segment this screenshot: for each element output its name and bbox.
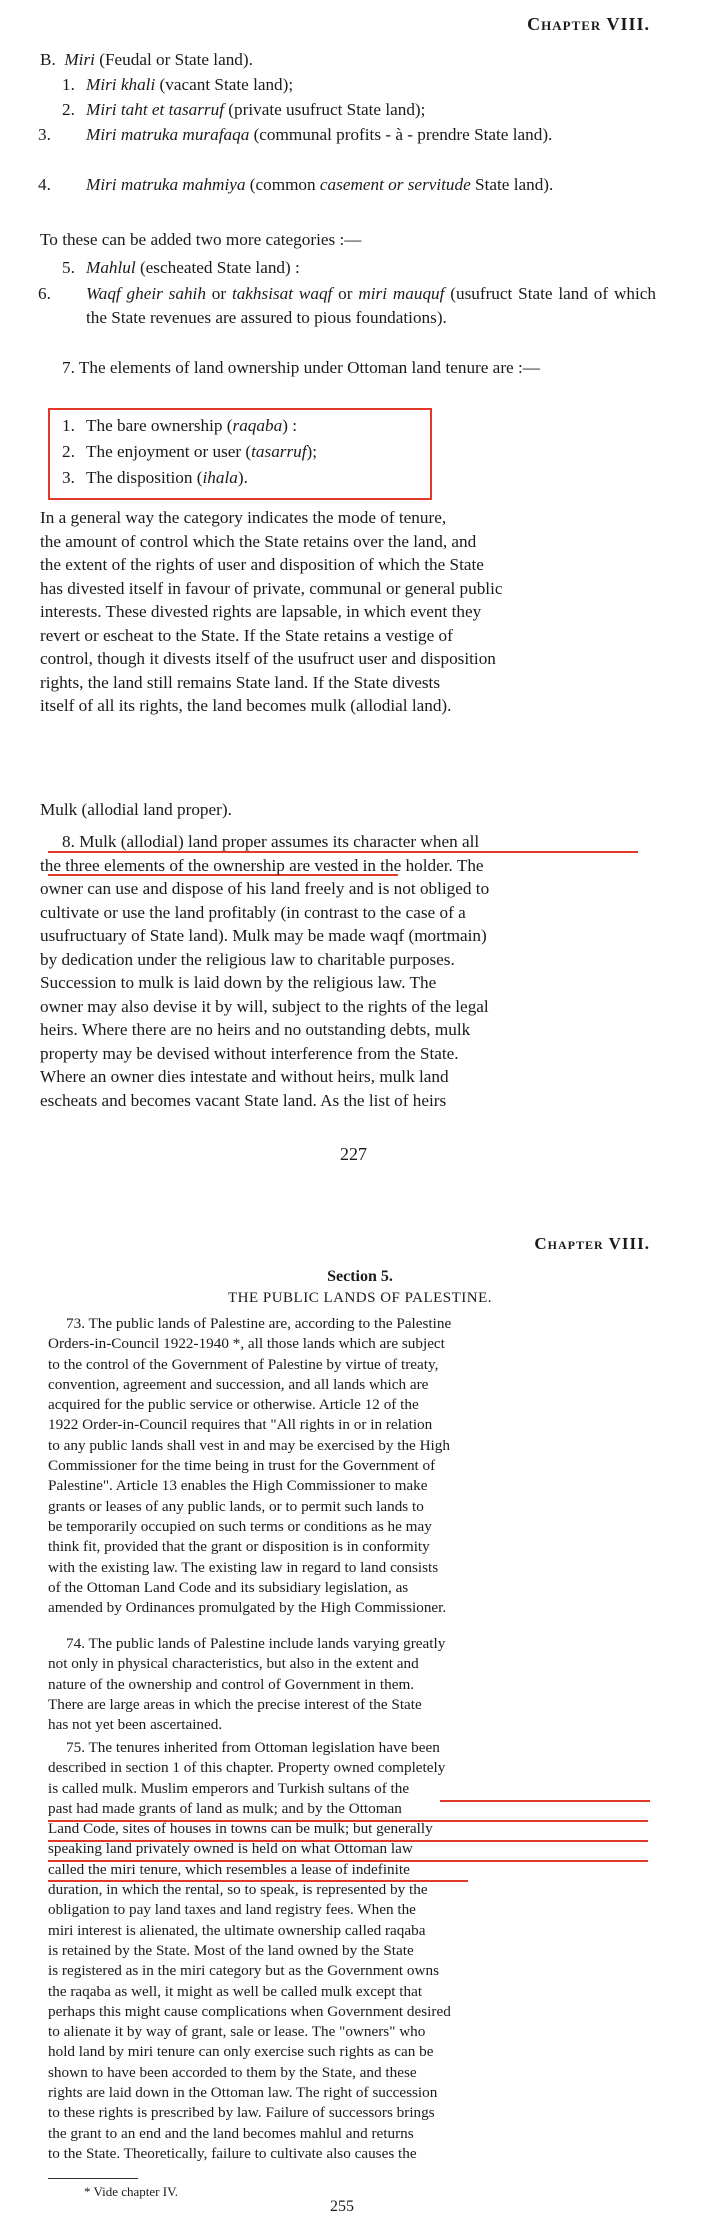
extra-item-5: 5. Mahlul (escheated State land) : <box>62 258 300 277</box>
extra-item-6: 6. Waqf gheir sahih or takhsisat waqf or miri mauquf (usufruct State land of which the State revenues are assured to pious foundations). <box>38 284 656 327</box>
ownership-item-2: 2. The enjoyment or user (tasarruf); <box>62 442 318 461</box>
added-categories-text: To these can be added two more categories :— <box>40 230 362 249</box>
paragraph-75: 75. The tenures inherited from Ottoman legislation have been described in section 1 of this chapter. Property owned completely is called mulk. Muslim emperors and Turkish sultans of the past had made grants of land as mulk; and by the Ottoman Land Code, sites of houses in towns can be mulk; but generally speaking land privately owned is held on what Ottoman law called the miri tenure, which resembles a lease of indefinite duration, in which the rental, so to speak, is represented by the obligation to pay land taxes and land registry fees. When the miri interest is alienated, the ultimate ownership called raqaba is retained by the State. Most of the land owned by the State is registered as in the miri category but as the Government owns the raqaba as well, it might as well be called mulk except that perhaps this might cause complications when Government desired to alienate it by way of grant, sale or lease. The "owners" who hold land by miri tenure can only exercise such rights as can be shown to have been accorded to them by the State, and these rights are laid down in the Ottoman law. The right of succession to these rights is prescribed by law. Failure of successors brings the grant to an end and the land becomes mahlul and returns to the State. Theoretically, failure to cultivate also causes the <box>48 1739 451 2162</box>
section-b-heading: B. Miri (Feudal or State land). <box>40 50 253 69</box>
mulk-heading: Mulk (allodial land proper). <box>40 800 232 819</box>
footnote: * Vide chapter IV. <box>84 2184 179 2199</box>
paragraph-73: 73. The public lands of Palestine are, according to the Palestine Orders-in-Council 1922-1940 *, all those lands which are subject to the control of the Government of Palestine by virtue of treaty, convention, agreement and succession, and all lands which are acquired for the public service or otherwise. Article 12 of the 1922 Order-in-Council requires that "All rights in or in relation to any public lands shall vest in and may be exercised by the High Commissioner for the time being in trust for the Government of Palestine". Article 13 enables the High Commissioner to make grants or leases of any public lands, or to permit such lands to be temporarily occupied on such terms or conditions as he may think fit, provided that the grant or disposition is in conformity with the existing law. The existing law in regard to land consists of the Ottoman Land Code and its subsidiary legislation, as amended by Ordinances promulgated by the High Commissioner. <box>48 1315 452 1617</box>
ownership-item-3: 3. The disposition (ihala). <box>62 468 248 487</box>
footnote-rule <box>48 2178 138 2179</box>
miri-item-4: 4. Miri matruka mahmiya (common casement or servitude State land). <box>38 175 554 194</box>
page-number: 227 <box>340 1144 367 1164</box>
general-paragraph: In a general way the category indicates the mode of tenure, the amount of control which the State retains over the land, and the extent of the rights of user and disposition of which the State has divested itself in favour of private, communal or general public interests. These divested rights are lapsable, in which event they revert or escheat to the State. If the State retains a vestige of control, though it divests itself of the usufruct user and disposition rights, the land still remains State land. If the State divests itself of all its rights, the land becomes mulk (allodial land). <box>40 508 503 715</box>
miri-item-2: 2. Miri taht et tasarruf (private usufruct State land); <box>62 100 426 119</box>
miri-item-1: 1. Miri khali (vacant State land); <box>62 75 294 94</box>
paragraph-74: 74. The public lands of Palestine include lands varying greatly not only in physical characteristics, but also in the extent and nature of the ownership and control of Government in them. There are large areas in which the precise interest of the State has not yet been ascertained. <box>48 1635 446 1734</box>
miri-item-3: 3. Miri matruka murafaqa (communal profits - à - prendre State land). <box>38 125 553 144</box>
page-255 <box>0 1210 720 2223</box>
ownership-item-1: 1. The bare ownership (raqaba) : <box>62 416 297 435</box>
section-subtitle: THE PUBLIC LANDS OF PALESTINE. <box>227 1290 493 1306</box>
section-title: Section 5. <box>327 1268 393 1285</box>
page-number: 255 <box>330 2198 354 2215</box>
paragraph-7: 7. The elements of land ownership under Ottoman land tenure are :— <box>62 358 540 377</box>
chapter-header: Chapter VIII. <box>534 1234 650 1253</box>
chapter-header: Chapter VIII. <box>527 14 650 34</box>
paragraph-8: 8. Mulk (allodial) land proper assumes its character when all the three elements of the ownership are vested in the holder. The owner can use and dispose of his land freely and is not obliged to cultivate or use the land profitably (in contrast to the case of a usufructuary of State land). Mulk may be made waqf (mortmain) by dedication under the religious law to charitable purposes. Succession to mulk is laid down by the religious law. The owner may also devise it by will, subject to the rights of the legal heirs. Where there are no heirs and no outstanding debts, mulk property may be devised without interference from the State. Where an owner dies intestate and without heirs, mulk land escheats and becomes vacant State land. As the list of heirs <box>40 832 490 1110</box>
